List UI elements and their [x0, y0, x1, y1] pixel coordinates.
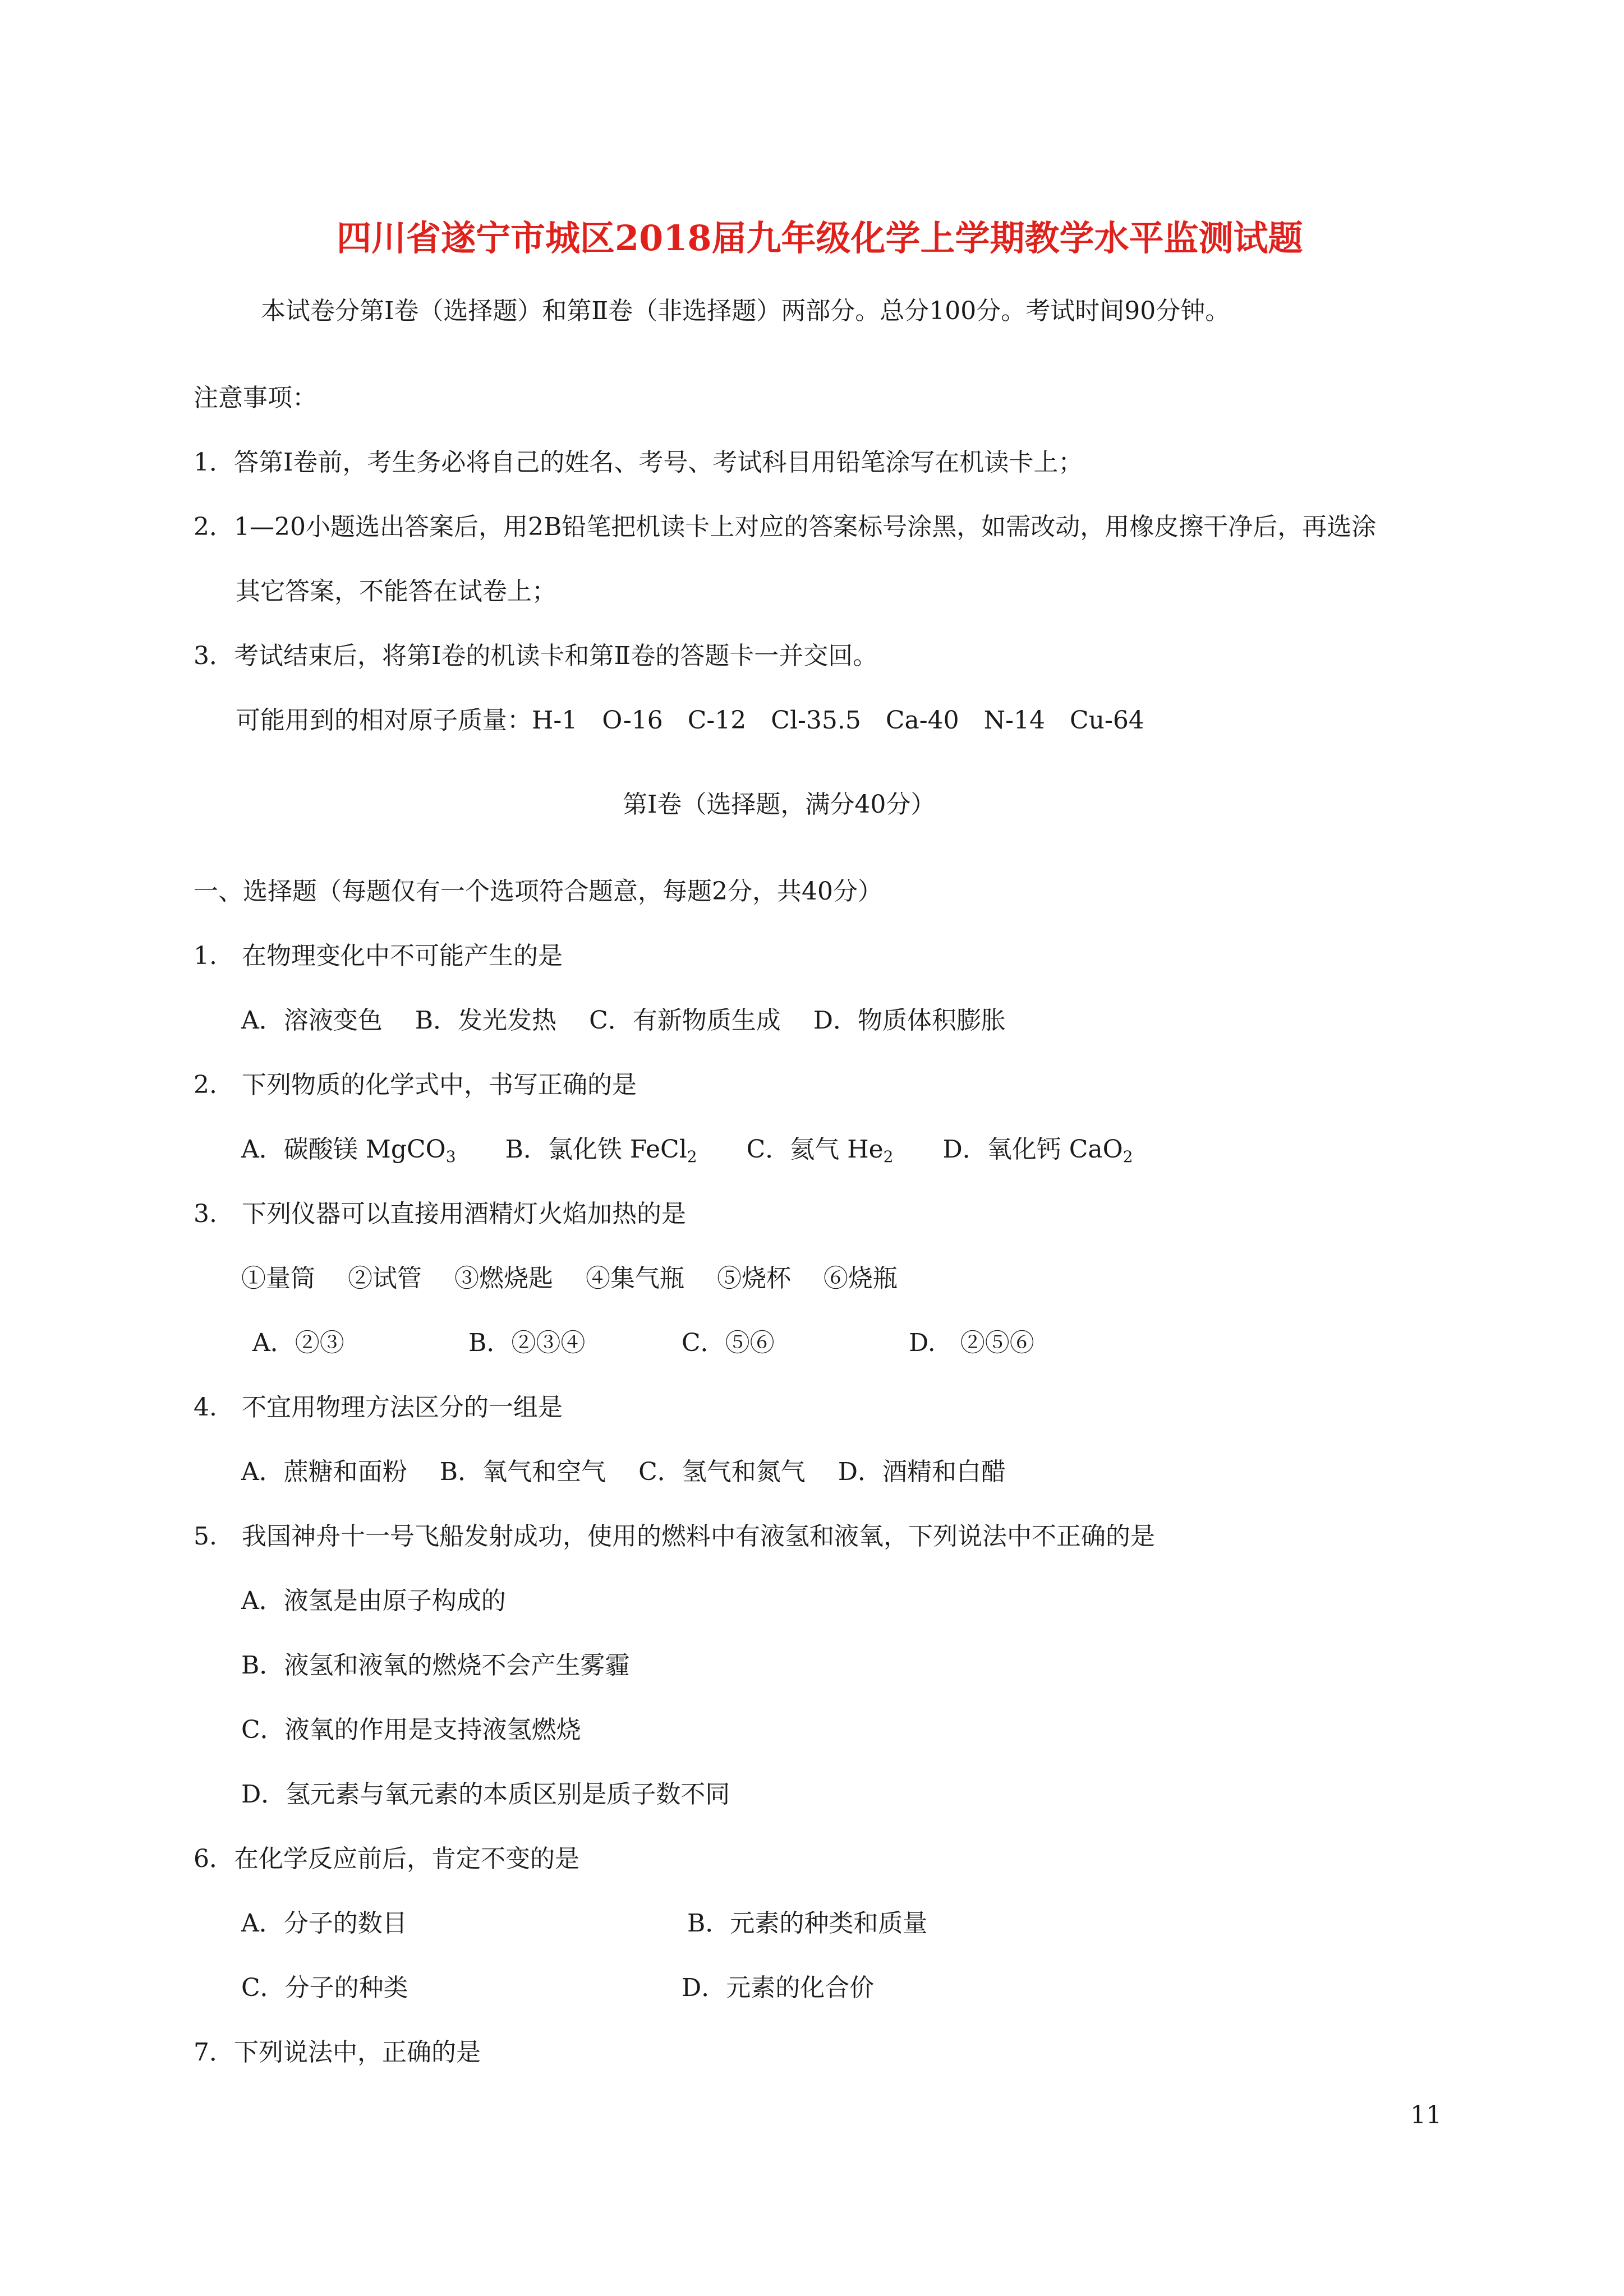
question-3-option-a: A．②③	[252, 1329, 344, 1357]
notice-item-2: 2．1—20小题选出答案后，用2B铅笔把机读卡上对应的答案标号涂黑，如需改动，用橡皮擦干净后，再选涂	[194, 513, 1377, 541]
question-6-option-b: B．元素的种类和质量	[687, 1909, 928, 1938]
question-6-stem: 6．在化学反应前后，肯定不变的是	[194, 1845, 579, 1873]
section-title: 第Ⅰ卷（选择题，满分40分）	[623, 790, 936, 819]
question-2-option-a: A．碳酸镁 MgCO$_3$	[241, 1135, 456, 1166]
notice-item-1: 1．答第Ⅰ卷前，考生务必将自己的姓名、考号、考试科目用铅笔涂写在机读卡上；	[194, 448, 1083, 477]
atomic-masses: 可能用到的相对原子质量：H-1 O-16 C-12 Cl-35.5 Ca-40 N-14 Cu-64	[236, 706, 1144, 735]
question-5-option-c: C．液氧的作用是支持液氢燃烧	[241, 1716, 581, 1744]
question-2-options	[241, 1133, 1133, 1167]
question-3-items: ①量筒 ②试管 ③燃烧匙 ④集气瓶 ⑤烧杯 ⑥烧瓶	[241, 1264, 898, 1293]
notice-heading: 注意事项：	[194, 384, 317, 412]
question-4-stem: 4. 不宜用物理方法区分的一组是	[194, 1393, 563, 1422]
question-1-stem: 1. 在物理变化中不可能产生的是	[194, 942, 563, 970]
question-3-stem: 3. 下列仪器可以直接用酒精灯火焰加热的是	[194, 1200, 686, 1228]
part-heading: 一、选择题（每题仅有一个选项符合题意，每题2分，共40分）	[194, 877, 882, 906]
question-5-stem: 5. 我国神舟十一号飞船发射成功，使用的燃料中有液氢和液氧，下列说法中不正确的是	[194, 1522, 1155, 1551]
question-2-stem: 2. 下列物质的化学式中，书写正确的是	[194, 1071, 637, 1099]
question-4-options: A．蔗糖和面粉 B．氧气和空气 C．氢气和氮气 D．酒精和白醋	[241, 1458, 1006, 1486]
question-6-option-d: D．元素的化合价	[682, 1974, 875, 2002]
notice-item-2-continued: 其它答案，不能答在试卷上；	[236, 577, 556, 606]
page-number: 11	[1410, 2101, 1442, 2129]
question-5-option-a: A．液氢是由原子构成的	[241, 1587, 506, 1615]
question-3-option-d: D. ②⑤⑥	[909, 1329, 1034, 1357]
intro-text: 本试卷分第Ⅰ卷（选择题）和第Ⅱ卷（非选择题）两部分。总分100分。考试时间90分钟。	[261, 297, 1230, 325]
document-title: 四川省遂宁市城区2018届九年级化学上学期教学水平监测试题	[337, 218, 1303, 259]
question-2-option-d: D．氧化钙 CaO$_2$	[942, 1135, 1133, 1166]
question-1-options: A．溶液变色 B．发光发热 C．有新物质生成 D．物质体积膨胀	[241, 1006, 1006, 1035]
question-6-option-c: C．分子的种类	[241, 1974, 408, 2002]
question-7-stem: 7．下列说法中，正确的是	[194, 2038, 481, 2067]
question-6-option-a: A．分子的数目	[241, 1909, 407, 1938]
question-3-option-b: B．②③④	[468, 1329, 586, 1357]
question-5-option-d: D．氢元素与氧元素的本质区别是质子数不同	[241, 1780, 730, 1809]
notice-item-3: 3．考试结束后，将第Ⅰ卷的机读卡和第Ⅱ卷的答题卡一并交回。	[194, 642, 878, 670]
question-2-option-b: B．氯化铁 FeCl$_2$	[505, 1135, 697, 1166]
question-2-option-c: C．氦气 $He_2$	[746, 1135, 894, 1166]
question-5-option-b: B．液氢和液氧的燃烧不会产生雾霾	[241, 1651, 630, 1680]
question-3-option-c: C．⑤⑥	[682, 1329, 775, 1357]
